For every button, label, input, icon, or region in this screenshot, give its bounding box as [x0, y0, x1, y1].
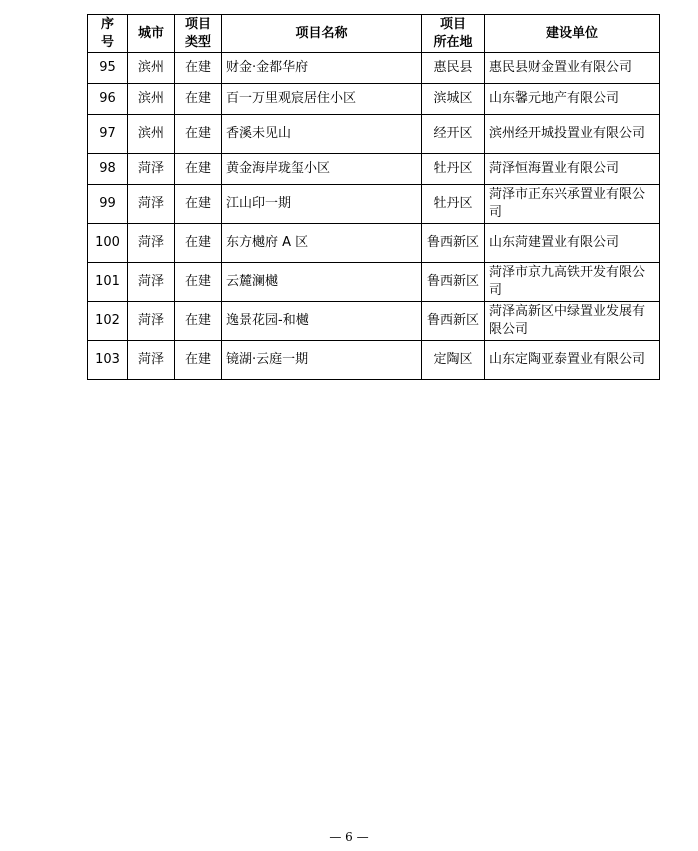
table-row [88, 154, 660, 185]
header-location: 项目 所在地 [422, 15, 485, 53]
cell-name: 逸景花园-和樾 [222, 302, 422, 341]
cell-name: 云麓澜樾 [222, 263, 422, 302]
cell-builder: 菏泽市正东兴承置业有限公司 [485, 185, 660, 224]
cell-city: 菏泽 [128, 185, 175, 224]
cell-location: 鲁西新区 [422, 302, 485, 341]
cell-name: 百一万里观宸居住小区 [222, 84, 422, 115]
cell-type: 在建 [175, 224, 222, 263]
table-row [88, 341, 660, 380]
cell-builder: 惠民县财金置业有限公司 [485, 53, 660, 84]
table-header-row [88, 15, 660, 53]
header-builder: 建设单位 [485, 15, 660, 53]
table-row [88, 84, 660, 115]
table-row [88, 263, 660, 302]
cell-location: 牡丹区 [422, 154, 485, 185]
cell-location: 鲁西新区 [422, 263, 485, 302]
cell-type: 在建 [175, 302, 222, 341]
cell-location: 经开区 [422, 115, 485, 154]
cell-seq: 96 [88, 84, 128, 115]
header-type: 项目 类型 [175, 15, 222, 53]
cell-type: 在建 [175, 53, 222, 84]
cell-builder: 菏泽恒海置业有限公司 [485, 154, 660, 185]
cell-builder: 山东馨元地产有限公司 [485, 84, 660, 115]
cell-name: 财金·金都华府 [222, 53, 422, 84]
cell-type: 在建 [175, 263, 222, 302]
cell-name: 镜湖·云庭一期 [222, 341, 422, 380]
cell-location: 惠民县 [422, 53, 485, 84]
cell-location: 定陶区 [422, 341, 485, 380]
cell-location: 滨城区 [422, 84, 485, 115]
cell-builder: 滨州经开城投置业有限公司 [485, 115, 660, 154]
cell-city: 滨州 [128, 53, 175, 84]
cell-seq: 95 [88, 53, 128, 84]
header-seq: 序 号 [88, 15, 128, 53]
cell-city: 菏泽 [128, 224, 175, 263]
cell-city: 滨州 [128, 115, 175, 154]
cell-seq: 98 [88, 154, 128, 185]
cell-type: 在建 [175, 154, 222, 185]
header-name: 项目名称 [222, 15, 422, 53]
cell-city: 菏泽 [128, 154, 175, 185]
table-row [88, 53, 660, 84]
cell-city: 菏泽 [128, 302, 175, 341]
cell-city: 菏泽 [128, 263, 175, 302]
cell-builder: 山东菏建置业有限公司 [485, 224, 660, 263]
cell-seq: 97 [88, 115, 128, 154]
cell-name: 黄金海岸珑玺小区 [222, 154, 422, 185]
cell-name: 香溪未见山 [222, 115, 422, 154]
table-row [88, 224, 660, 263]
table-row [88, 185, 660, 224]
cell-builder: 山东定陶亚泰置业有限公司 [485, 341, 660, 380]
table-row [88, 115, 660, 154]
cell-type: 在建 [175, 115, 222, 154]
table-row [88, 302, 660, 341]
cell-seq: 103 [88, 341, 128, 380]
cell-builder: 菏泽市京九高铁开发有限公司 [485, 263, 660, 302]
page-number: — 6 — [329, 830, 369, 844]
header-city: 城市 [128, 15, 175, 53]
cell-city: 菏泽 [128, 341, 175, 380]
cell-name: 江山印一期 [222, 185, 422, 224]
cell-location: 鲁西新区 [422, 224, 485, 263]
cell-location: 牡丹区 [422, 185, 485, 224]
cell-name: 东方樾府 A 区 [222, 224, 422, 263]
cell-type: 在建 [175, 185, 222, 224]
cell-builder: 菏泽高新区中绿置业发展有限公司 [485, 302, 660, 341]
cell-type: 在建 [175, 84, 222, 115]
cell-seq: 99 [88, 185, 128, 224]
cell-seq: 101 [88, 263, 128, 302]
cell-seq: 100 [88, 224, 128, 263]
projects-table [87, 14, 660, 380]
cell-seq: 102 [88, 302, 128, 341]
cell-type: 在建 [175, 341, 222, 380]
cell-city: 滨州 [128, 84, 175, 115]
